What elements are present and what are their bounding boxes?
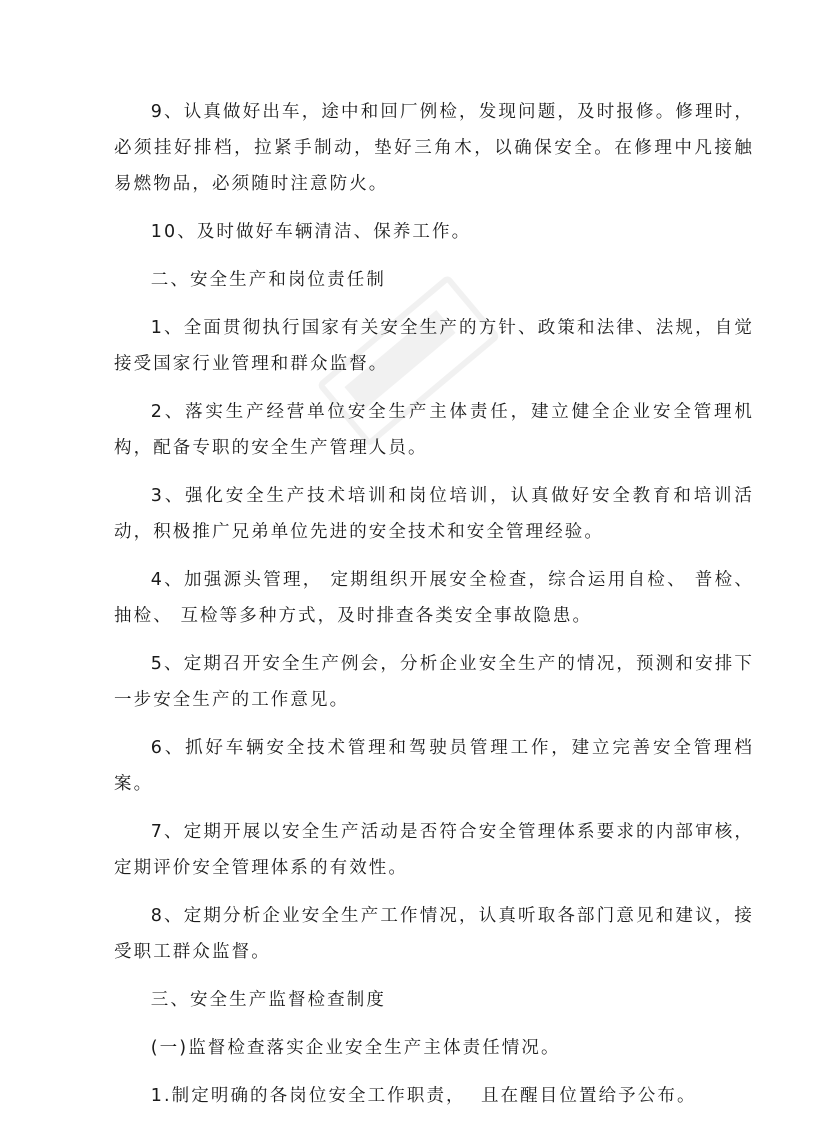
paragraph-responsibility-5: 5、定期召开安全生产例会，分析企业安全生产的情况，预测和安排下一步安全生产的工作意见。 xyxy=(114,654,754,710)
paragraph-responsibility-1: 1、全面贯彻执行国家有关安全生产的方针、政策和法律、法规，自觉接受国家行业管理和群众监督。 xyxy=(114,318,754,374)
paragraph-responsibility-3: 3、强化安全生产技术培训和岗位培训，认真做好安全教育和培训活动，积极推广兄弟单位先进的安全技术和安全管理经验。 xyxy=(114,486,754,542)
paragraph-responsibility-4: 4、加强源头管理， 定期组织开展安全检查，综合运用自检、 普检、 抽检、 互检等多种方式，及时排查各类安全事故隐患。 xyxy=(114,570,762,626)
paragraph-item-10: 10、及时做好车辆清洁、保养工作。 xyxy=(150,222,472,242)
subsection-heading-1: (一)监督检查落实企业安全生产主体责任情况。 xyxy=(150,1038,561,1058)
section-heading-3: 三、安全生产监督检查制度 xyxy=(150,990,386,1010)
document-body xyxy=(114,94,762,1126)
paragraph-responsibility-7: 7、定期开展以安全生产活动是否符合安全管理体系要求的内部审核，定期评价安全管理体系的有效性。 xyxy=(114,822,754,878)
paragraph-responsibility-6: 6、抓好车辆安全技术管理和驾驶员管理工作，建立完善安全管理档案。 xyxy=(114,738,754,794)
paragraph-inspection-1: 1.制定明确的各岗位安全工作职责， 且在醒目位置给予公布。 xyxy=(150,1086,697,1106)
section-heading-2: 二、安全生产和岗位责任制 xyxy=(150,270,386,290)
paragraph-item-9: 9、认真做好出车，途中和回厂例检，发现问题，及时报修。修理时，必须挂好排档，拉紧手制动，垫好三角木，以确保安全。在修理中凡接触易燃物品，必须随时注意防火。 xyxy=(114,102,754,194)
paragraph-responsibility-8: 8、定期分析企业安全生产工作情况，认真听取各部门意见和建议，接受职工群众监督。 xyxy=(114,906,754,962)
paragraph-responsibility-2: 2、落实生产经营单位安全生产主体责任，建立健全企业安全管理机构，配备专职的安全生产管理人员。 xyxy=(114,402,754,458)
